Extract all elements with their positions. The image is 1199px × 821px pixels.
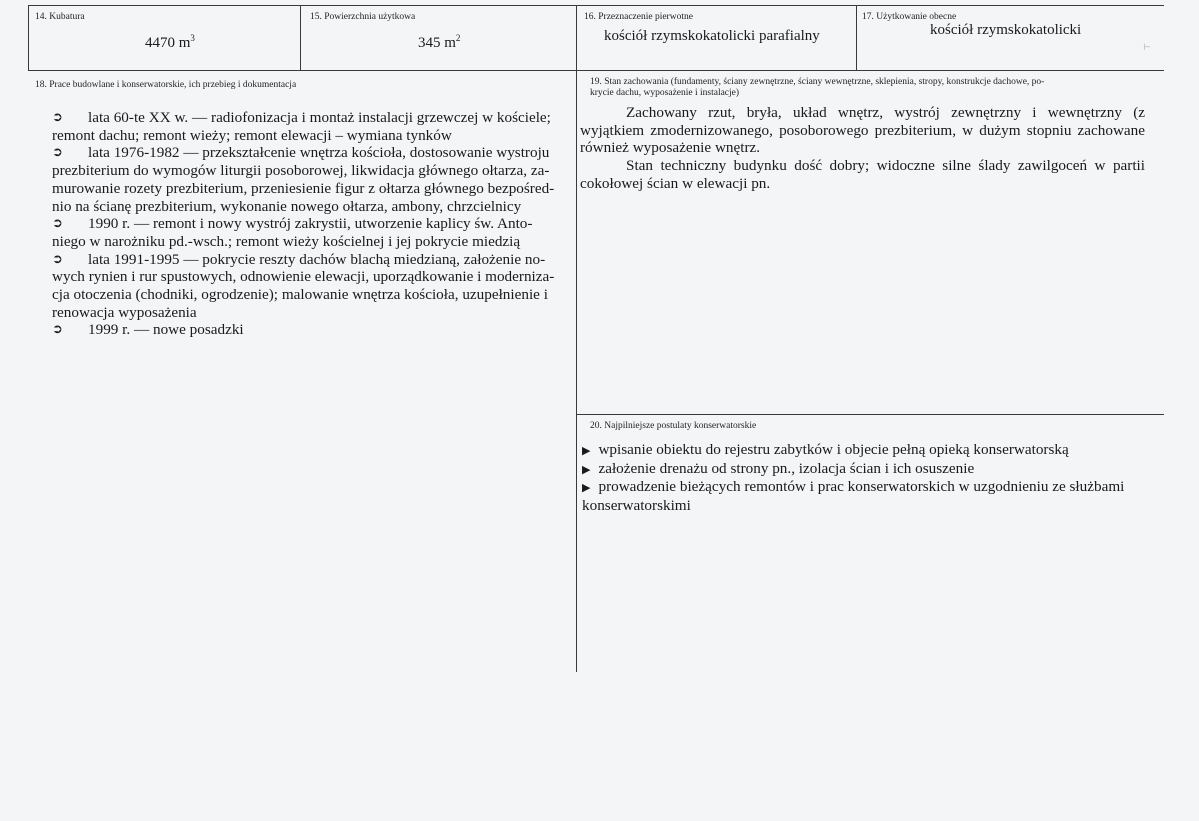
postulate-text: prowadzenie bieżących remontów i prac konserwatorskich w uzgodnieniu ze służbami konserwatorskimi [582, 478, 1125, 515]
section-18-label: 18. Prace budowlane i konserwatorskie, ich przebieg i dokumentacja [35, 80, 297, 90]
postulate-item [582, 460, 1157, 479]
arrow-bullet-icon: ➲ [52, 322, 63, 338]
triangle-bullet-icon: ▶ [582, 481, 591, 495]
work-entry [52, 321, 571, 339]
arrow-bullet-icon: ➲ [52, 251, 63, 267]
work-entry-first-line [52, 215, 571, 233]
work-entry-continuation: wych rynien i rur spustowych, odnowienie elewacji, uporządkowanie i moderniza- [52, 268, 555, 286]
work-entry [52, 215, 571, 250]
work-entry [52, 144, 571, 215]
section20-divider-line [576, 414, 1164, 415]
work-entry-text: 1990 r. — remont i nowy wystrój zakrystii, utworzenie kaplicy św. Anto- [88, 215, 533, 233]
top-border-line [28, 5, 1164, 6]
field-15-number: 345 m [418, 35, 456, 51]
left-border-line [28, 5, 29, 71]
arrow-bullet-icon: ➲ [52, 110, 63, 125]
field-14-unit-exponent: 3 [190, 33, 195, 43]
field-17-value: kościół rzymskokatolicki [930, 22, 1082, 38]
section-20-list [582, 441, 1157, 515]
field-15-label: 15. Powierzchnia użytkowa [310, 12, 416, 22]
postulate-text: wpisanie obiektu do rejestru zabytków i objecie pełną opieką konserwatorską [598, 441, 1069, 458]
divider-16-17 [856, 5, 857, 71]
section-19-paragraph-2: Stan techniczny budynku dość dobry; widoczne silne ślady zawilgoceń w partii cokołowej ścian w elewacji pn. [580, 157, 1145, 192]
work-entry-continuation: nio na ścianę prezbiterium, wykonanie nowego ołtarza, ambony, chrzcielnicy [52, 197, 522, 215]
postulate-item [582, 441, 1157, 460]
field-14-label: 14. Kubatura [35, 12, 85, 22]
work-entry-first-line [52, 109, 571, 127]
work-entry-continuation: prezbiterium do wymogów liturgii posoborowej, likwidacja głównego ołtarza, za- [52, 162, 550, 180]
work-entry [52, 251, 571, 322]
work-entry [52, 109, 571, 144]
work-entry-first-line [52, 144, 571, 162]
work-entry-text: lata 1991-1995 — pokrycie reszty dachów blachą miedzianą, założenie no- [88, 250, 546, 268]
section-19-paragraph-1: Zachowany rzut, bryła, układ wnętrz, wystrój zewnętrzny i wewnętrzny (z wyjątkiem zmodernizowanego, posoborowego prezbiterium, w dużym stopniu zachowane również wyposażenie wnętrz. [580, 104, 1145, 157]
section-19-label-line2: krycie dachu, wyposażenie i instalacje) [590, 88, 740, 98]
section-19-label [590, 77, 1150, 99]
work-entry-continuation: niego w narożniku pd.-wsch.; remont wieży kościelnej i jej pokrycie miedzią [52, 232, 521, 250]
work-entry-continuation: cja otoczenia (chodniki, ogrodzenie); malowanie wnętrza kościoła, uzupełnienie i [52, 286, 548, 304]
field-14-value [145, 33, 195, 52]
section-19-label-line1: 19. Stan zachowania (fundamenty, ściany zewnętrzne, ściany wewnętrzne, sklepienia, stropy, konstrukcje dachowe, po- [590, 77, 1045, 87]
work-entry-first-line [52, 321, 571, 339]
arrow-bullet-icon: ➲ [52, 145, 63, 161]
work-entry-continuation: murowanie rozety prezbiterium, przeniesienie figur z ołtarza głównego bezpośred- [52, 179, 555, 197]
arrow-bullet-icon: ➲ [52, 216, 63, 232]
section-19-text [580, 104, 1145, 193]
field-15-value [418, 33, 460, 52]
field-16-value: kościół rzymskokatolicki parafialny [604, 28, 820, 44]
center-divider-line [576, 5, 577, 672]
field-15-unit-exponent: 2 [455, 33, 461, 43]
field-16-label: 16. Przeznaczenie pierwotne [584, 12, 693, 22]
scan-speck: ⊢ [1143, 42, 1151, 52]
triangle-bullet-icon: ▶ [582, 444, 591, 457]
work-entry-continuation: renowacja wyposażenia [52, 303, 197, 321]
work-entry-text: 1999 r. — nowe posadzki [88, 321, 244, 339]
postulate-item [582, 478, 1157, 514]
section-20-label: 20. Najpilniejsze postulaty konserwatorskie [590, 421, 757, 431]
work-entry-first-line [52, 251, 571, 269]
field-17-label: 17. Użytkowanie obecne [862, 12, 957, 22]
postulate-text: założenie drenażu od strony pn., izolacja ścian i ich osuszenie [598, 459, 975, 477]
work-entry-text: lata 1976-1982 — przekształcenie wnętrza kościoła, dostosowanie wystroju [88, 144, 550, 162]
section-18-entries [52, 109, 571, 339]
work-entry-text: lata 60-te XX w. — radiofonizacja i montaż instalacji grzewczej w kościele; [88, 109, 551, 126]
triangle-bullet-icon: ▶ [582, 462, 591, 476]
work-entry-continuation: remont dachu; remont wieży; remont elewacji – wymiana tynków [52, 126, 452, 144]
field-14-number: 4470 m [145, 35, 191, 51]
divider-14-15 [300, 5, 301, 71]
header-bottom-line [28, 70, 1164, 71]
